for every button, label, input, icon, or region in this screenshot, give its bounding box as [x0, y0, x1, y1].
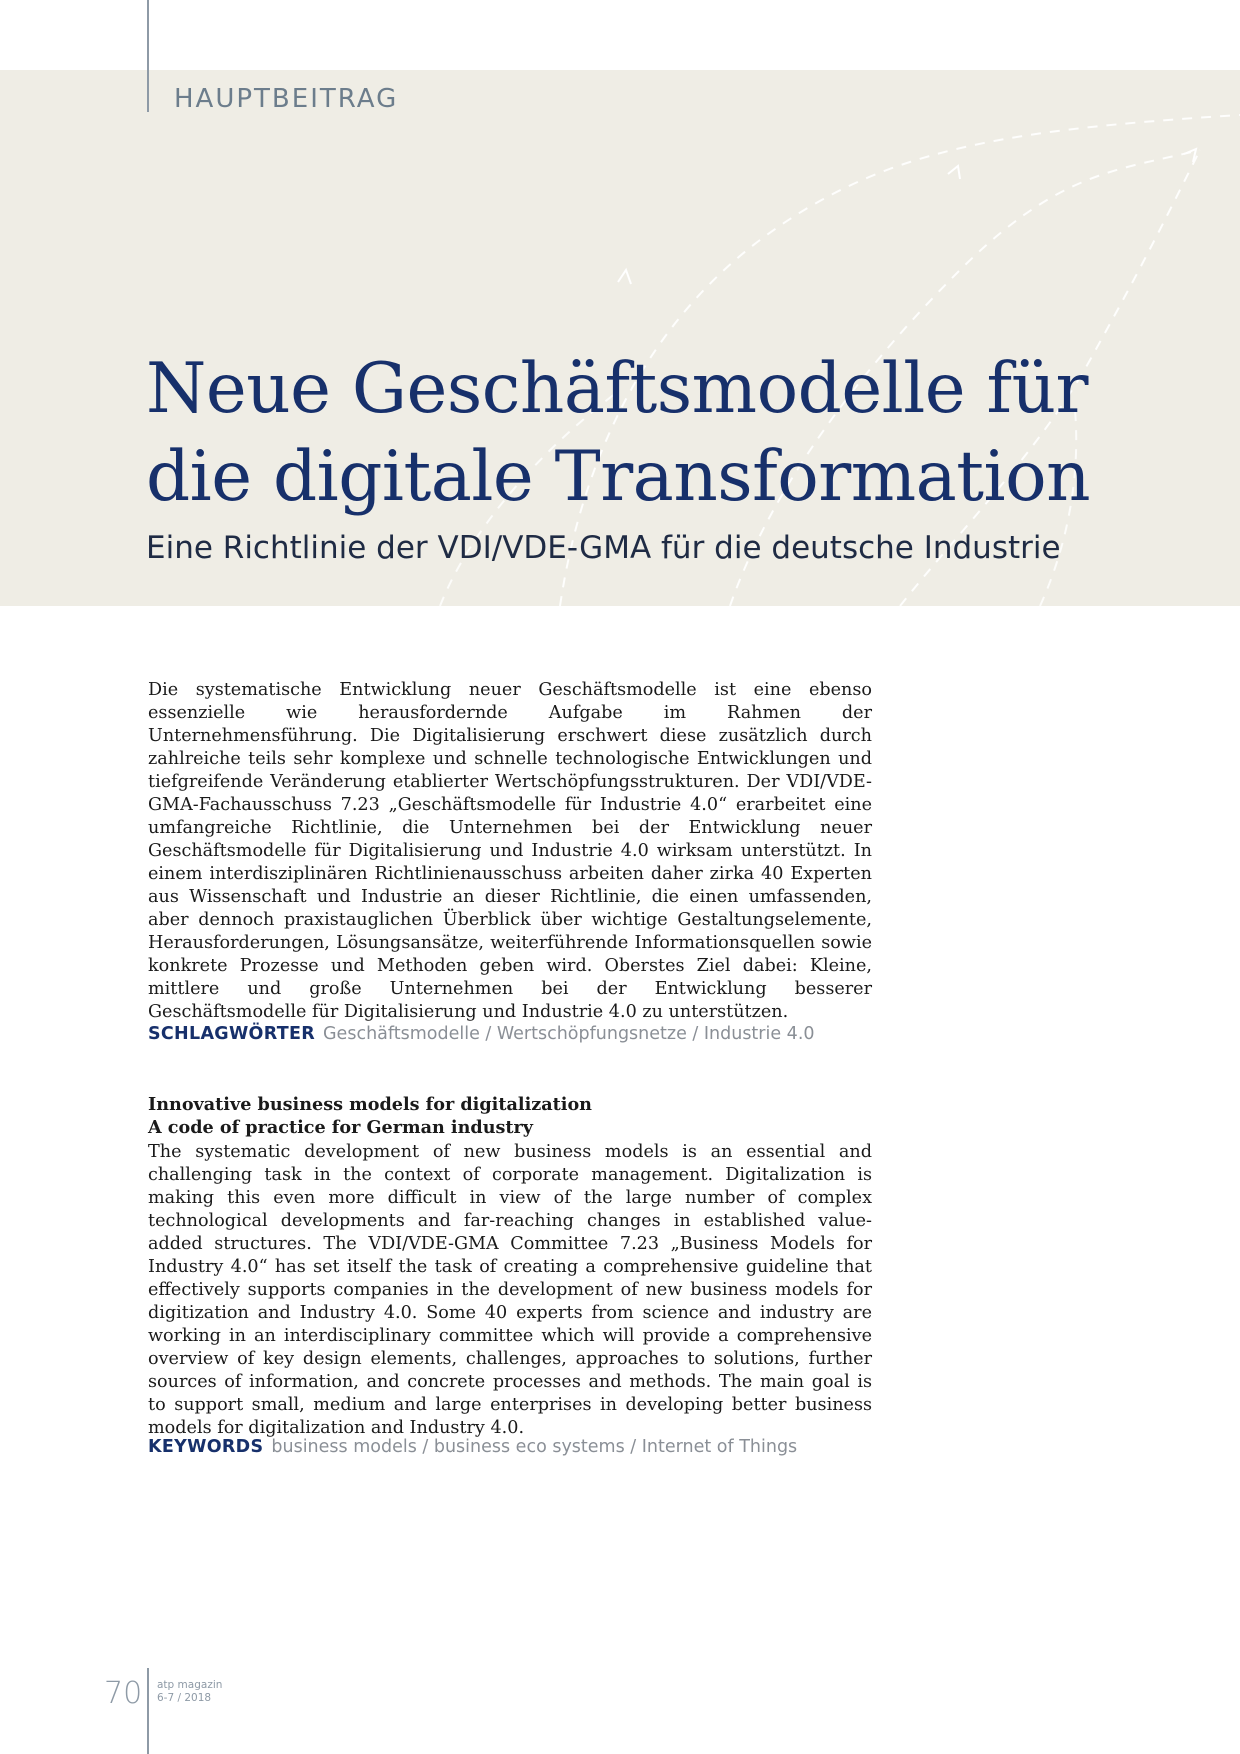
keywords-german: [148, 1024, 815, 1044]
article-subtitle: Eine Richtlinie der VDI/VDE-GMA für die deutsche Industrie: [146, 530, 1061, 566]
arrowhead-icon: [618, 270, 631, 284]
keywords-label-english: KEYWORDS: [148, 1437, 264, 1457]
title-line-1: Neue Geschäftsmodelle für: [146, 349, 1089, 429]
keywords-english: [148, 1437, 797, 1457]
magazine-name: atp magazin: [157, 1679, 223, 1691]
section-label: HAUPTBEITRAG: [174, 84, 399, 114]
keywords-list-english: business models / business eco systems / Internet of Things: [271, 1437, 798, 1457]
page-number: 70: [104, 1676, 143, 1711]
abstract-german: Die systematische Entwicklung neuer Geschäftsmodelle ist eine ebenso essenzielle wie herausfordernde Aufgabe im Rahmen der Unternehmensführung. Die Digitalisierung erschwert diese zusätzlich durch zahlreiche teils sehr komplexe und schnelle technologische Entwicklungen und tiefgreifende Veränderung etablierter Wertschöpfungsstrukturen. Der VDI/VDE-GMA-Fachausschuss 7.23 „Geschäftsmodelle für Industrie 4.0“ erarbeitet eine umfangreiche Richtlinie, die Unternehmen bei der Entwicklung neuer Geschäftsmodelle für Digitalisierung und Industrie 4.0 wirksam unterstützt. In einem interdisziplinären Richtlinienausschuss arbeiten daher zirka 40 Experten aus Wissenschaft und Industrie an dieser Richtlinie, die einen umfassenden, aber dennoch praxistauglichen Überblick über wichtige Gestaltungselemente, Herausforderungen, Lösungsansätze, weiterführende Informationsquellen sowie konkrete Prozesse und Methoden geben wird. Oberstes Ziel dabei: Kleine, mittlere und große Unternehmen bei der Entwicklung besserer Geschäftsmodelle für Digitalisierung und Industrie 4.0 zu unterstützen.: [148, 680, 872, 1022]
arrowhead-icon: [1184, 149, 1196, 162]
abstract-english: The systematic development of new business models is an essential and challenging task in the context of corporate management. Digitalization is making this even more difficult in view of the large number of complex technological developments and far-reaching changes in established value-added structures. The VDI/VDE-GMA Committee 7.23 „Business Models for Industry 4.0“ has set itself the task of creating a comprehensive guideline that effectively supports companies in the development of new business models for digitization and Industry 4.0. Some 40 experts from science and industry are working in an interdisciplinary committee which will provide a comprehensive overview of key design elements, challenges, approaches to solutions, further sources of information, and concrete processes and methods. The main goal is to support small, medium and large enterprises in developing better business models for digitalization and Industry 4.0.: [148, 1142, 872, 1438]
english-title: Innovative business models for digitalization: [148, 1094, 592, 1115]
header-band: [0, 70, 1240, 606]
arrowhead-icon: [948, 166, 960, 179]
magazine-info: [157, 1679, 222, 1705]
magazine-issue: 6-7 / 2018: [157, 1692, 212, 1704]
keywords-label-german: SCHLAGWÖRTER: [148, 1024, 315, 1044]
title-line-2: die digitale Transformation: [146, 437, 1091, 517]
vertical-rule-bottom: [147, 1668, 149, 1754]
article-title: [146, 345, 1146, 521]
keywords-list-german: Geschäftsmodelle / Wertschöpfungsnetze / Industrie 4.0: [323, 1024, 815, 1044]
english-subtitle: A code of practice for German industry: [148, 1117, 534, 1138]
decorative-arcs: [0, 70, 1240, 606]
vertical-rule-top: [147, 0, 149, 112]
